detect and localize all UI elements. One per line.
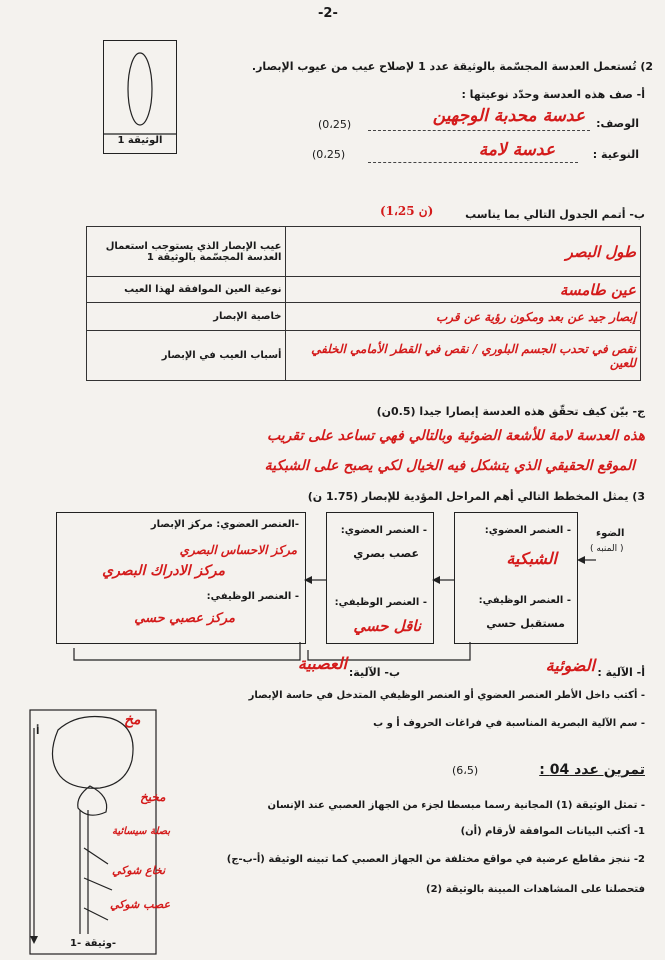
- cerebellum-shape: [78, 786, 107, 815]
- table-answer: إبصار جيد عن بعد ومكون رؤية عن قرب: [435, 309, 636, 324]
- table-answer: نقص في تحدب الجسم البلوري / نقص في القطر الأمامي الخلفي للعين: [311, 341, 636, 370]
- desc-score: (0،25): [318, 118, 352, 131]
- ex4-text-4: فتحصلنا على المشاهدات المبينة بالوثيقة (2): [426, 884, 645, 895]
- ex4-text-2: 1- أكتب البيانات الموافقة لأرقام (أن): [460, 826, 645, 837]
- ex4-title: تمرين عدد 04 :: [539, 762, 645, 778]
- ex4-text-1: - تمثل الوثيقة (1) المجانية رسما مبسطا لجزء من الجهاز العصبي عند الإنسان: [267, 800, 645, 811]
- q3-instruction-2: - سم الآلية البصرية المناسبة في فراغات الحروف أ و ب: [373, 718, 645, 729]
- fig-label-brain: مخ: [124, 712, 141, 728]
- table-row-label: أسباب العيب في الإبصار: [87, 331, 286, 381]
- table-row-label: نوعية العين الموافقة لهذا العيب: [87, 277, 286, 303]
- table-answer: عين طامسة: [559, 280, 636, 299]
- fig-letter-a: أ: [36, 726, 40, 737]
- ex4-text-3: 2- ننجز مقاطع عرضية في مواقع مختلفة من الجهاز العصبي كما تبينه الوثيقة (أ-ب-ج): [226, 854, 645, 865]
- desc-label: الوصف:: [596, 117, 639, 130]
- mechanism-b-answer: العصبية: [297, 654, 347, 673]
- q3-title: 3) يمثل المخطط التالي أهم المراحل المؤدية للإبصار (1.75 ن): [307, 490, 645, 503]
- box3-organ-answer: مركز الاحساس البصري: [179, 543, 297, 557]
- stimulus-sub: ( المنبه ): [590, 544, 624, 554]
- box2-func-label: - العنصر الوظيفي:: [334, 597, 427, 608]
- retina-box: [454, 512, 578, 644]
- ex4-score: (6،5): [452, 764, 479, 777]
- box3-func-label: - العنصر الوظيفي:: [206, 591, 299, 602]
- q2-c-answer-line2: الموقع الحقيقي الذي يتشكل فيه الخيال لكي يصبح على الشبكية: [264, 458, 635, 474]
- box3-organ-answer-2: مركز الادراك البصري: [102, 563, 225, 579]
- q3-instruction-1: - أكتب داخل الأطر العنصر العضوي أو العنصر الوظيفي المتدخل في حاسة الإبصار: [248, 690, 645, 701]
- q2-b-score: (1،25 ن): [380, 204, 434, 218]
- page-number: -2-: [318, 6, 338, 21]
- box1-organ-label: - العنصر العضوي:: [484, 525, 571, 536]
- box1-func-answer: مستقبل حسي: [486, 617, 565, 630]
- spinal-cord-shape: [80, 810, 88, 934]
- visual-center-box: [56, 512, 306, 644]
- desc-answer: عدسة محدبة الوجهين: [432, 106, 585, 126]
- box1-func-label: - العنصر الوظيفي:: [478, 595, 571, 606]
- q2-a-prompt: أ- صف هذه العدسة وحدّد نوعيتها :: [461, 88, 645, 101]
- fig-label-medulla: بصلة سيسائية: [112, 826, 171, 837]
- table-row-label: عيب الإبصار الذي يستوجب استعمال العدسة المجسّمة بالوثيقة 1: [87, 227, 286, 277]
- optic-nerve-box: [326, 512, 434, 644]
- q2-c-prompt: ج- بيّن كيف تحقّق هذه العدسة إبصارا جيدا (0.5ن): [376, 405, 645, 418]
- type-answer: عدسة لامة: [478, 140, 555, 160]
- type-score: (0،25): [312, 148, 346, 161]
- table-row-label: خاصية الإبصار: [87, 303, 286, 331]
- fig-caption: وثيقة -1-: [70, 938, 117, 949]
- box2-organ-answer: عصب بصري: [353, 547, 419, 560]
- box2-organ-label: - العنصر العضوي:: [340, 525, 427, 536]
- mechanism-a-label: أ- الآلية :: [597, 666, 645, 679]
- fig-label-cerebellum: مخيخ: [140, 790, 166, 804]
- box3-func-answer: مركز عصبي حسي: [134, 611, 235, 626]
- doc-label: الوثيقة 1: [117, 135, 163, 146]
- box2-func-answer: ناقل حسي: [353, 617, 421, 635]
- mechanism-b-label: ب- الآلية:: [348, 666, 400, 679]
- mechanism-a-answer: الضوئية: [545, 656, 595, 675]
- stimulus-label: الضوء: [596, 528, 625, 539]
- box1-organ-answer: الشبكية: [506, 549, 557, 568]
- q2-c-answer-line1: هذه العدسة لامة للأشعة الضوئية وبالتالي فهي تساعد على تقريب: [267, 428, 645, 444]
- fig-label-spinal-nerve: عصب شوكي: [110, 898, 171, 911]
- fig-label-spinal-cord: نخاع شوكي: [112, 864, 166, 877]
- arrow-b-bracket: [74, 642, 300, 660]
- type-label: النوعية :: [592, 148, 639, 161]
- brain-shape: [52, 717, 133, 789]
- q2-title: 2) تُستعمل العدسة المجسّمة بالوثيقة عدد 1 لإصلاح عيب من عيوب الإبصار.: [251, 60, 653, 73]
- box3-organ-label: -العنصر العضوي: مركز الإبصار: [150, 519, 299, 530]
- q2-b-prompt: ب- أتمم الجدول التالي بما يناسب: [465, 208, 645, 221]
- table-answer: طول البصر: [565, 242, 636, 261]
